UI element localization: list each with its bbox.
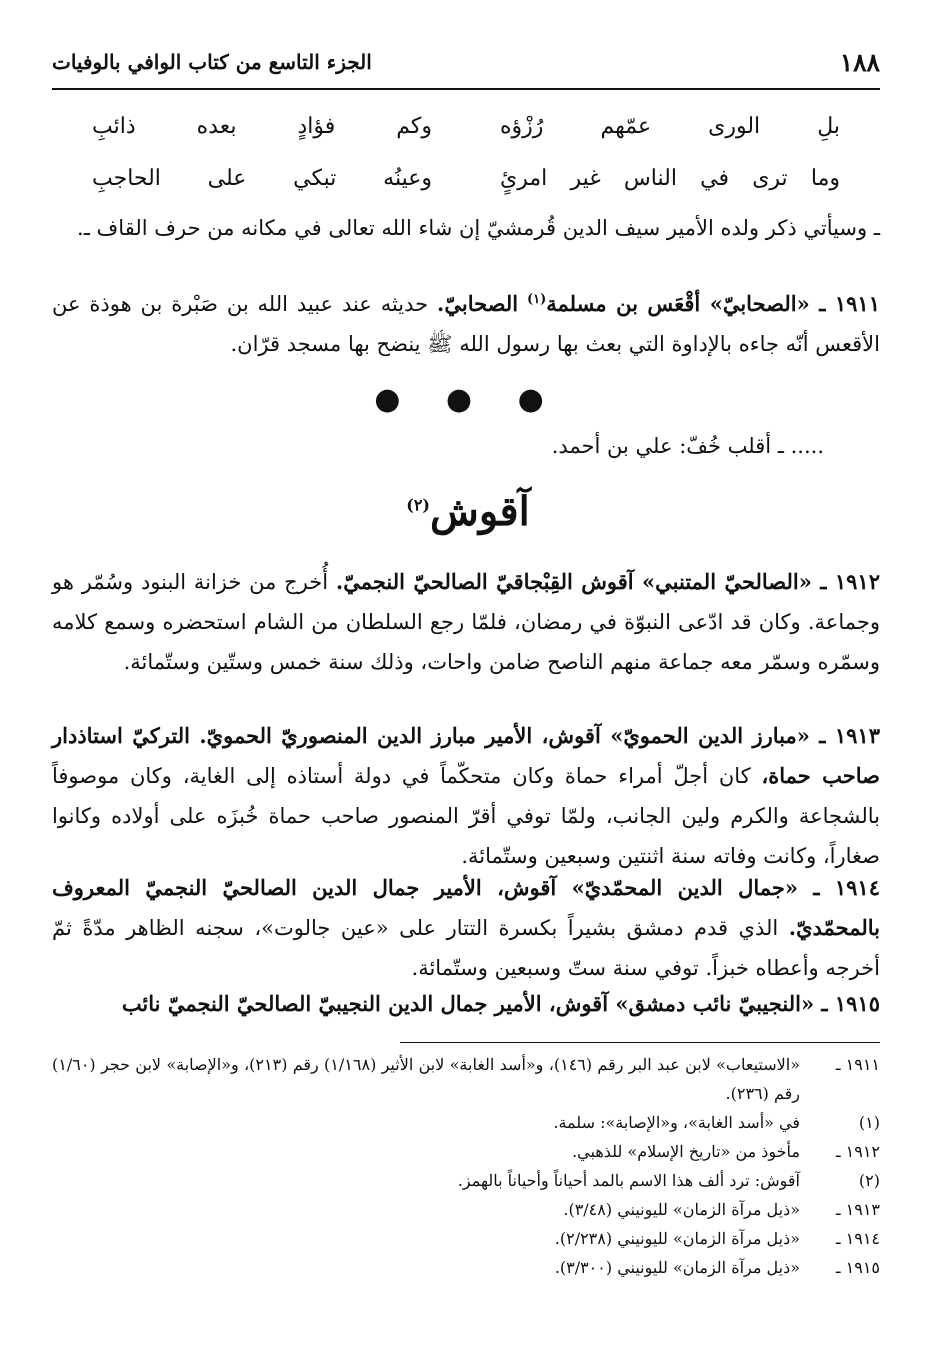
entry-body: الذي قدم دمشق بشيراً بكسرة التتار على «عين جالوت»، سجنه الظاهر مدّةً ثمّ أخرجه وأعطاه خبزاً. توفي سنة ستّ وسبعين وستّمائة. (52, 916, 880, 980)
entry-1915 (52, 984, 880, 1024)
footnote-label: ١٩١١ ـ (835, 1055, 880, 1074)
footnote (52, 1050, 880, 1108)
footnote-label: ١٩١٥ ـ (835, 1258, 880, 1277)
verse-first-hemistich: وما ترى في الناس غير امرئٍ (500, 166, 840, 191)
footnote-label: ١٩١٢ ـ (835, 1142, 880, 1161)
verse-first-hemistich: بلِ الورى عمّهم رُزْؤه (500, 114, 840, 139)
entry-1914 (52, 868, 880, 988)
page-number: ١٨٨ (839, 48, 880, 77)
footnote-text: مأخوذ من «تاريخ الإسلام» للذهبي. (572, 1142, 800, 1161)
cross-reference: ..... ـ أقلب خُفّ: علي بن أحمد. (551, 434, 824, 458)
entry-body: أُخرج من خزانة البنود وسُمّر هو وجماعة. وكان قد ادّعى النبوّة في رمضان، فلمّا رجع السلطان من الشام استحضره وسمع كلامه وسمّره وسمّر معه جماعة منهم الناصح ضامن واحات، وذلك سنة خمس وستّين وستّمائة. (52, 570, 880, 674)
verse-line (92, 160, 840, 212)
footnote (52, 1224, 880, 1253)
entry-heading: ١٩١٥ ـ «النجيبيّ نائب دمشق» آقوش، الأمير جمال الدين النجيبيّ الصالحيّ النجميّ نائب (121, 991, 880, 1016)
footnotes (52, 1050, 880, 1282)
footnote (52, 1108, 880, 1137)
footnote-ref: (١) (526, 292, 547, 307)
entry-1912 (52, 562, 880, 682)
footnote (52, 1137, 880, 1166)
footnote-label: ١٩١٣ ـ (835, 1200, 880, 1219)
intro-paragraph: ـ وسيأتي ذكر ولده الأمير سيف الدين قُرمشيّ إن شاء الله تعالى في مكانه من حرف القاف ـ. (77, 216, 880, 240)
running-title: الجزء التاسع من كتاب الوافي بالوفيات (52, 50, 372, 74)
footnote-text: في «أسد الغابة»، و«الإصابة»: سلمة. (553, 1113, 800, 1132)
entry-heading-tail: الصحابيّ. (437, 291, 519, 316)
footnote-text: آقوش: ترد ألف هذا الاسم بالمد أحياناً وأحياناً بالهمز. (457, 1171, 800, 1190)
footnote-label: ١٩١٤ ـ (835, 1229, 880, 1248)
poem-verses (92, 108, 840, 212)
entry-heading: ١٩١٢ ـ «الصالحيّ المتنبي» آقوش القِبْجاقيّ الصالحيّ النجميّ. (335, 569, 880, 594)
entry-heading: ١٩١٣ ـ «مبارز الدين الحمويّ» آقوش، الأمير مبارز الدين المنصوريّ الحمويّ. التركيّ استاذدار صاحب حماة، (52, 723, 880, 788)
entry-body: حديثه عند عبيد الله بن صَبْرة بن هوذة عن الأقعس أنّه جاءه بالإداوة التي بعث بها رسول الله ﷺ ينضح بها مسجد قرّان. (52, 292, 880, 356)
page-header (52, 44, 880, 90)
footnote-text: «ذيل مرآة الزمان» لليونيني (٣/٣٠٠). (554, 1258, 800, 1277)
verse-second-hemistich: وكم فؤادٍ بعده ذائبِ (92, 114, 432, 139)
footnote-text: «ذيل مرآة الزمان» لليونيني (٢/٢٣٨). (554, 1229, 800, 1248)
footnote (52, 1253, 880, 1282)
section-title: آقوش (430, 488, 530, 535)
footnote-ref: (٢) (406, 495, 430, 515)
footnote-text: «ذيل مرآة الزمان» لليونيني (٣/٤٨). (563, 1200, 800, 1219)
entry-body: كان أجلّ أمراء حماة وكان متحكّماً في دولة أستاذه إلى الغاية، وكان موصوفاً بالشجاعة والكرم ولين الجانب، ولمّا توفي أقرّ المنصور صاحب حماة خُبزَه على أولاده وكانوا صغاراً، وكانت وفاته سنة اثنتين وسبعين وستّمائة. (52, 764, 880, 868)
section-heading (0, 488, 936, 535)
section-separator: ● ● ● (374, 382, 562, 417)
verse-second-hemistich: وعينُه تبكي على الحاجبِ (92, 166, 432, 191)
footnote-label: (٢) (858, 1171, 880, 1190)
entry-1911 (52, 284, 880, 364)
entry-heading: ١٩١١ ـ «الصحابيّ» أقْعَس بن مسلمة (546, 291, 880, 316)
entry-1913 (52, 716, 880, 876)
footnote-label: (١) (858, 1113, 880, 1132)
entry-heading: ١٩١٤ ـ «جمال الدين المحمّديّ» آقوش، الأمير جمال الدين الصالحيّ النجميّ المعروف بالمحمّديّ. (52, 875, 881, 940)
footnote-divider (400, 1042, 880, 1043)
footnote-text: «الاستيعاب» لابن عبد البر رقم (١٤٦)، و«أسد الغابة» لابن الأثير (١/١٦٨) رقم (٢١٣)، و«الإصابة» لابن حجر (١/٦٠) رقم (٢٣٦). (52, 1055, 800, 1103)
footnote (52, 1195, 880, 1224)
verse-line (92, 108, 840, 160)
footnote (52, 1166, 880, 1195)
